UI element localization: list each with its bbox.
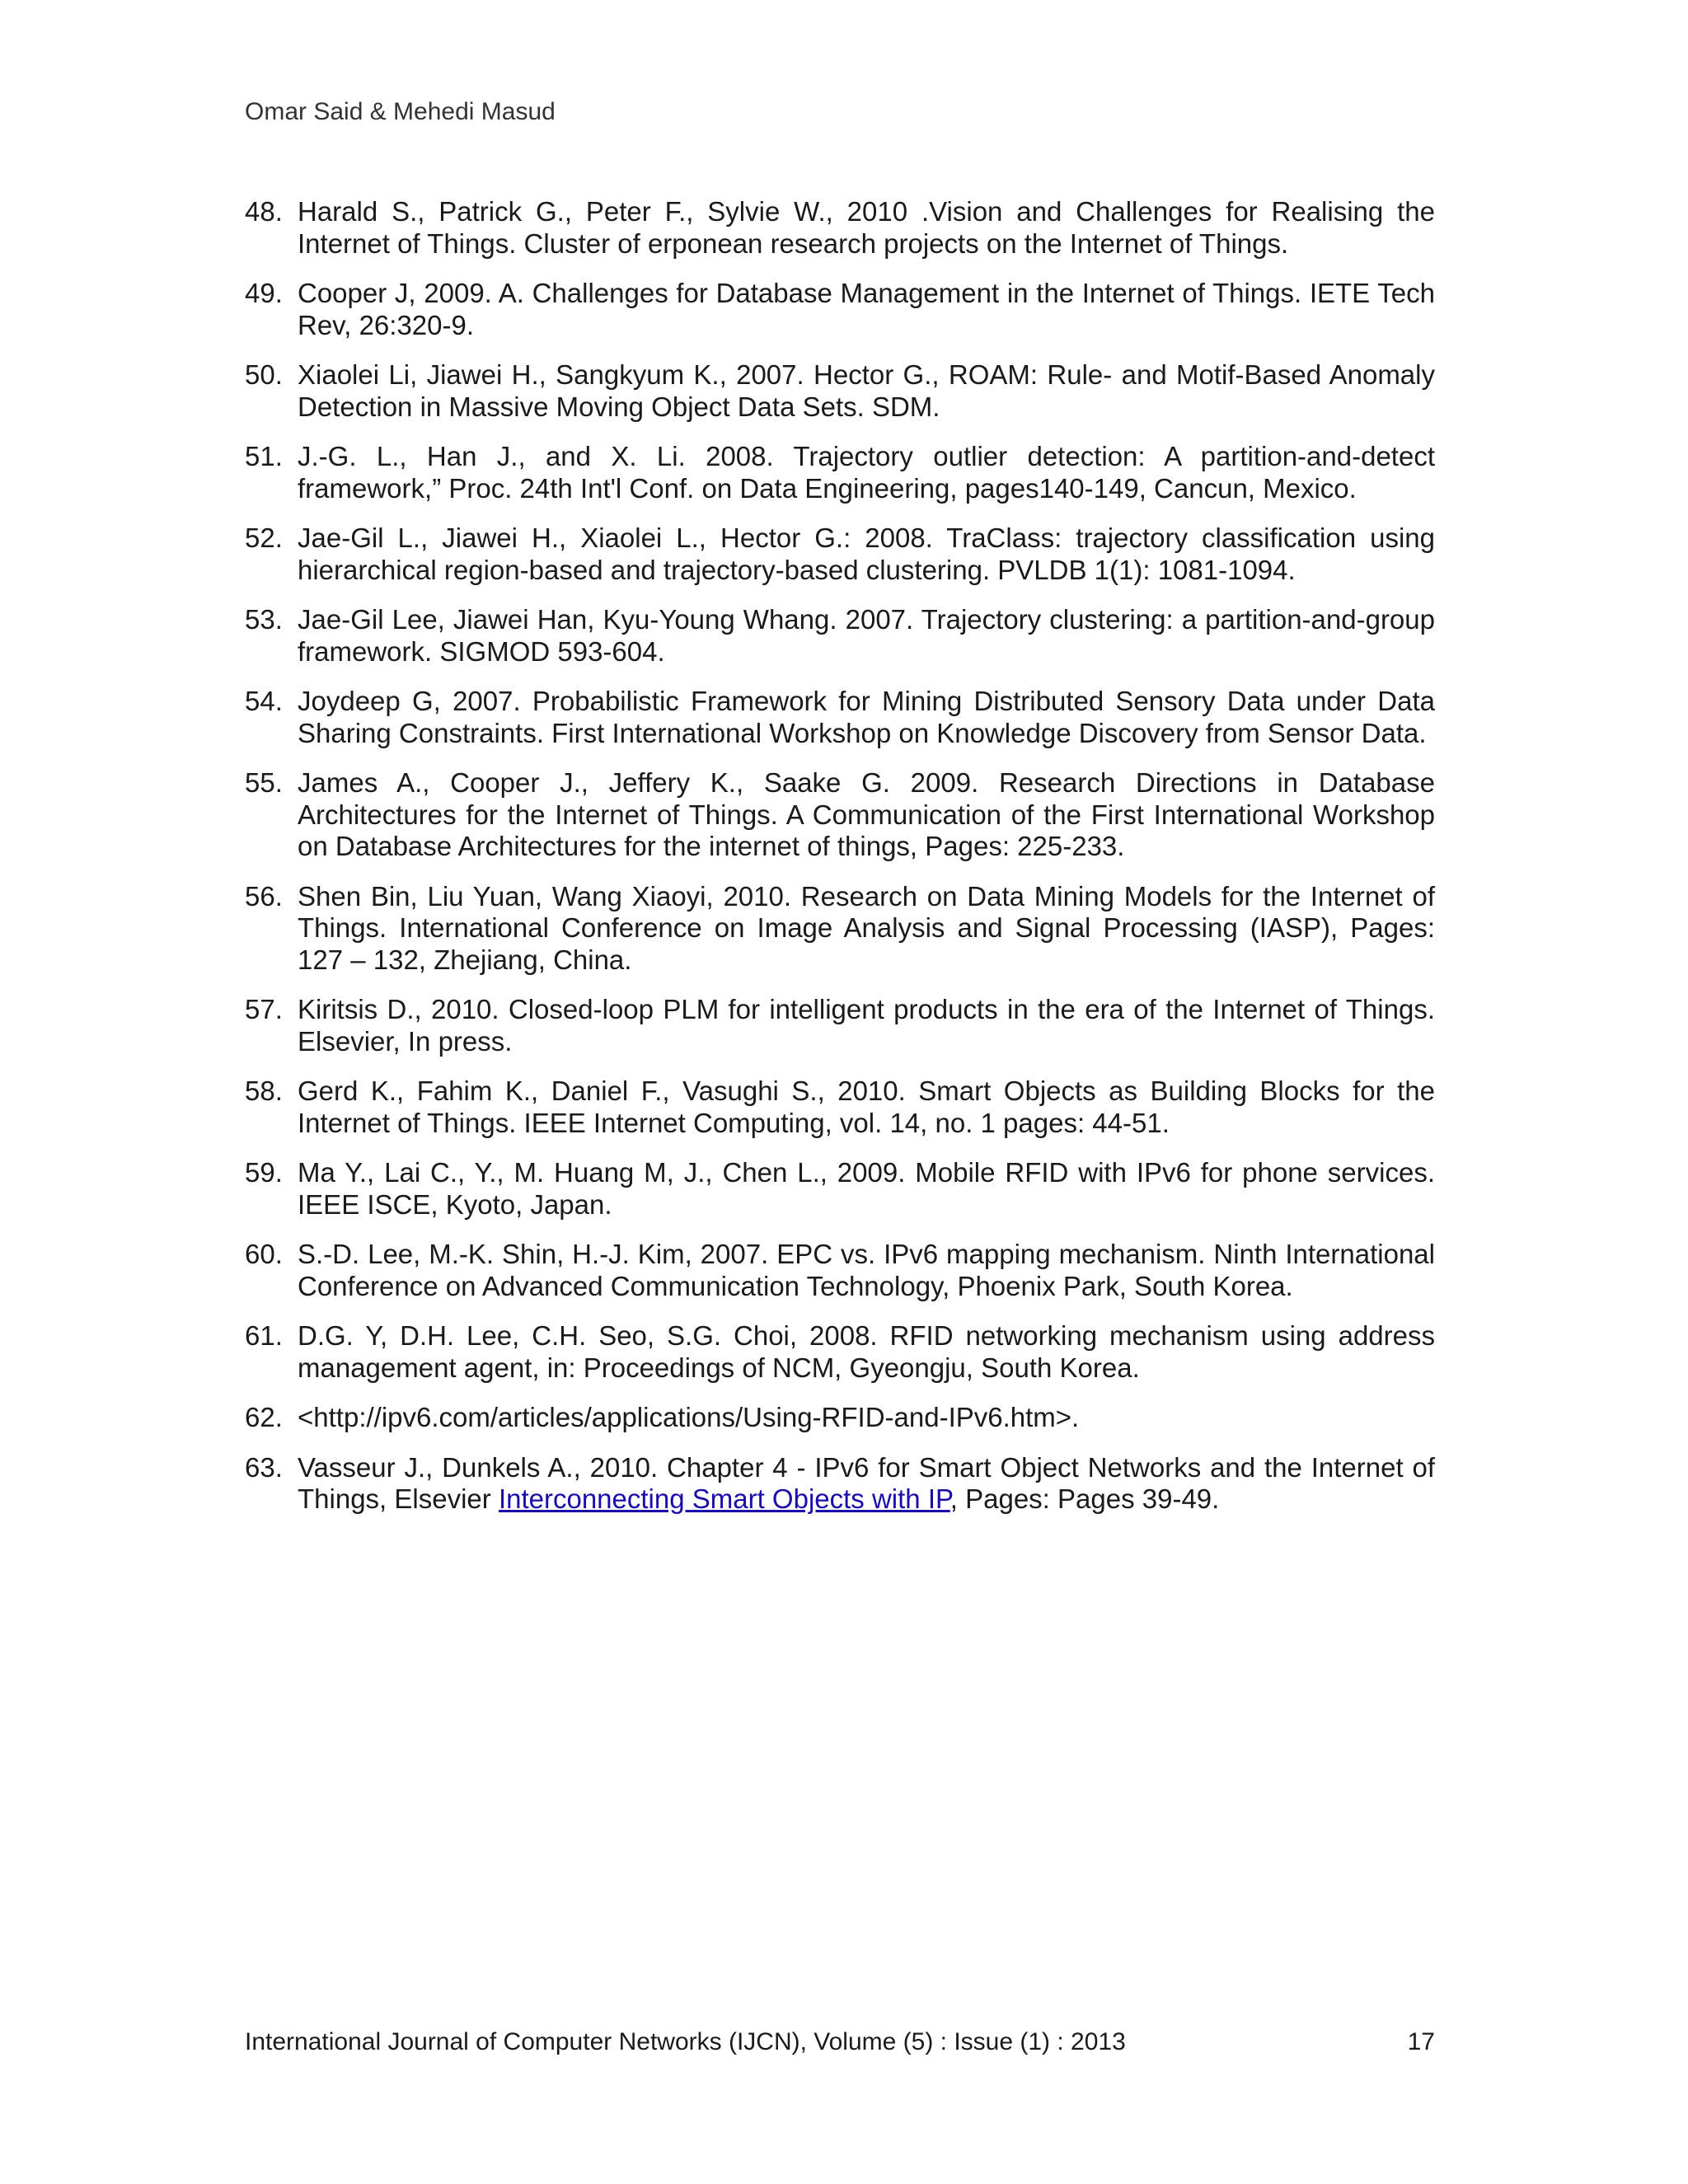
reference-text: Ma Y., Lai C., Y., M. Huang M, J., Chen L., 2009. Mobile RFID with IPv6 for phone services. IEEE ISCE, Kyoto, Japan. xyxy=(298,1157,1435,1220)
reference-item xyxy=(245,196,1435,260)
reference-number: 49. xyxy=(245,278,283,308)
reference-item xyxy=(245,523,1435,586)
reference-text: Harald S., Patrick G., Peter F., Sylvie W., 2010 .Vision and Challenges for Realising the Internet of Things. Cluster of erponean research projects on the Internet of Things. xyxy=(298,196,1435,259)
reference-number: 52. xyxy=(245,523,283,553)
reference-number: 57. xyxy=(245,994,283,1024)
reference-item xyxy=(245,1076,1435,1139)
reference-text-before: Vasseur J., Dunkels A., 2010. Chapter 4 - IPv6 for Smart Object Networks and the Internet of Things, Elsevier xyxy=(298,1451,1435,1514)
reference-text: Cooper J, 2009. A. Challenges for Database Management in the Internet of Things. IETE Tech Rev, 26:320-9. xyxy=(298,278,1435,340)
reference-number: 55. xyxy=(245,767,283,798)
reference-text: Joydeep G, 2007. Probabilistic Framework for Mining Distributed Sensory Data under Data Sharing Constraints. First International Workshop on Knowledge Discovery from Sensor Data. xyxy=(298,686,1435,748)
reference-item xyxy=(245,278,1435,341)
reference-item xyxy=(245,1320,1435,1384)
reference-text: Shen Bin, Liu Yuan, Wang Xiaoyi, 2010. Research on Data Mining Models for the Internet of Things. International Conference on Image Analysis and Signal Processing (IASP), Pages: 127 – 132, Zhejiang, China. xyxy=(298,880,1435,975)
reference-text: Jae-Gil L., Jiawei H., Xiaolei L., Hector G.: 2008. TraClass: trajectory classification using hierarchical region-based and trajectory-based clustering. PVLDB 1(1): 1081-1094. xyxy=(298,523,1435,585)
reference-text: J.-G. L., Han J., and X. Li. 2008. Trajectory outlier detection: A partition-and-detect framework,” Proc. 24th Int'l Conf. on Data Engineering, pages140-149, Cancun, Mexico. xyxy=(298,441,1435,504)
reference-item xyxy=(245,686,1435,749)
reference-number: 56. xyxy=(245,880,283,912)
reference-number: 61. xyxy=(245,1320,283,1351)
reference-number: 51. xyxy=(245,441,283,471)
reference-number: 48. xyxy=(245,196,283,227)
reference-number: 60. xyxy=(245,1239,283,1269)
reference-item xyxy=(245,359,1435,423)
reference-item xyxy=(245,441,1435,504)
reference-text: Jae-Gil Lee, Jiawei Han, Kyu-Young Whang. 2007. Trajectory clustering: a partition-and-group framework. SIGMOD 593-604. xyxy=(298,604,1435,667)
reference-item xyxy=(245,1402,1435,1434)
reference-text: S.-D. Lee, M.-K. Shin, H.-J. Kim, 2007. EPC vs. IPv6 mapping mechanism. Ninth International Conference on Advanced Communication Technology, Phoenix Park, South Korea. xyxy=(298,1239,1435,1301)
reference-text-after: , Pages: Pages 39-49. xyxy=(950,1483,1220,1514)
reference-item xyxy=(245,994,1435,1057)
reference-item xyxy=(245,1239,1435,1302)
reference-number: 53. xyxy=(245,604,283,635)
reference-number: 50. xyxy=(245,359,283,390)
reference-number: 58. xyxy=(245,1076,283,1106)
reference-text: <http://ipv6.com/articles/applications/Using-RFID-and-IPv6.htm>. xyxy=(298,1402,1080,1432)
reference-link[interactable]: Interconnecting Smart Objects with IP xyxy=(498,1483,950,1514)
reference-item xyxy=(245,1157,1435,1221)
reference-list xyxy=(245,196,1435,1534)
reference-text: Xiaolei Li, Jiawei H., Sangkyum K., 2007. Hector G., ROAM: Rule- and Motif-Based Anomaly Detection in Massive Moving Object Data Sets. SDM. xyxy=(298,359,1435,422)
reference-number: 54. xyxy=(245,686,283,716)
reference-number: 62. xyxy=(245,1402,283,1432)
reference-item xyxy=(245,767,1435,863)
reference-item xyxy=(245,1452,1435,1516)
reference-text: James A., Cooper J., Jeffery K., Saake G. 2009. Research Directions in Database Architectures for the Internet of Things. A Communication of the First International Workshop on Database Architectures for the internet of things, Pages: 225-233. xyxy=(298,767,1435,861)
reference-number: 59. xyxy=(245,1157,283,1188)
reference-text: D.G. Y, D.H. Lee, C.H. Seo, S.G. Choi, 2008. RFID networking mechanism using address management agent, in: Proceedings of NCM, Gyeongju, South Korea. xyxy=(298,1320,1435,1383)
footer-journal-title: International Journal of Computer Networks (IJCN), Volume (5) : Issue (1) : 2013 xyxy=(245,2028,1126,2055)
reference-text: Kiritsis D., 2010. Closed-loop PLM for intelligent products in the era of the Internet of Things. Elsevier, In press. xyxy=(298,994,1435,1057)
reference-item xyxy=(245,881,1435,977)
reference-item xyxy=(245,604,1435,668)
reference-number: 63. xyxy=(245,1451,283,1483)
reference-text: Gerd K., Fahim K., Daniel F., Vasughi S., 2010. Smart Objects as Building Blocks for the Internet of Things. IEEE Internet Computing, vol. 14, no. 1 pages: 44-51. xyxy=(298,1076,1435,1138)
running-head-authors: Omar Said & Mehedi Masud xyxy=(245,98,556,125)
page-number: 17 xyxy=(1407,2028,1435,2055)
